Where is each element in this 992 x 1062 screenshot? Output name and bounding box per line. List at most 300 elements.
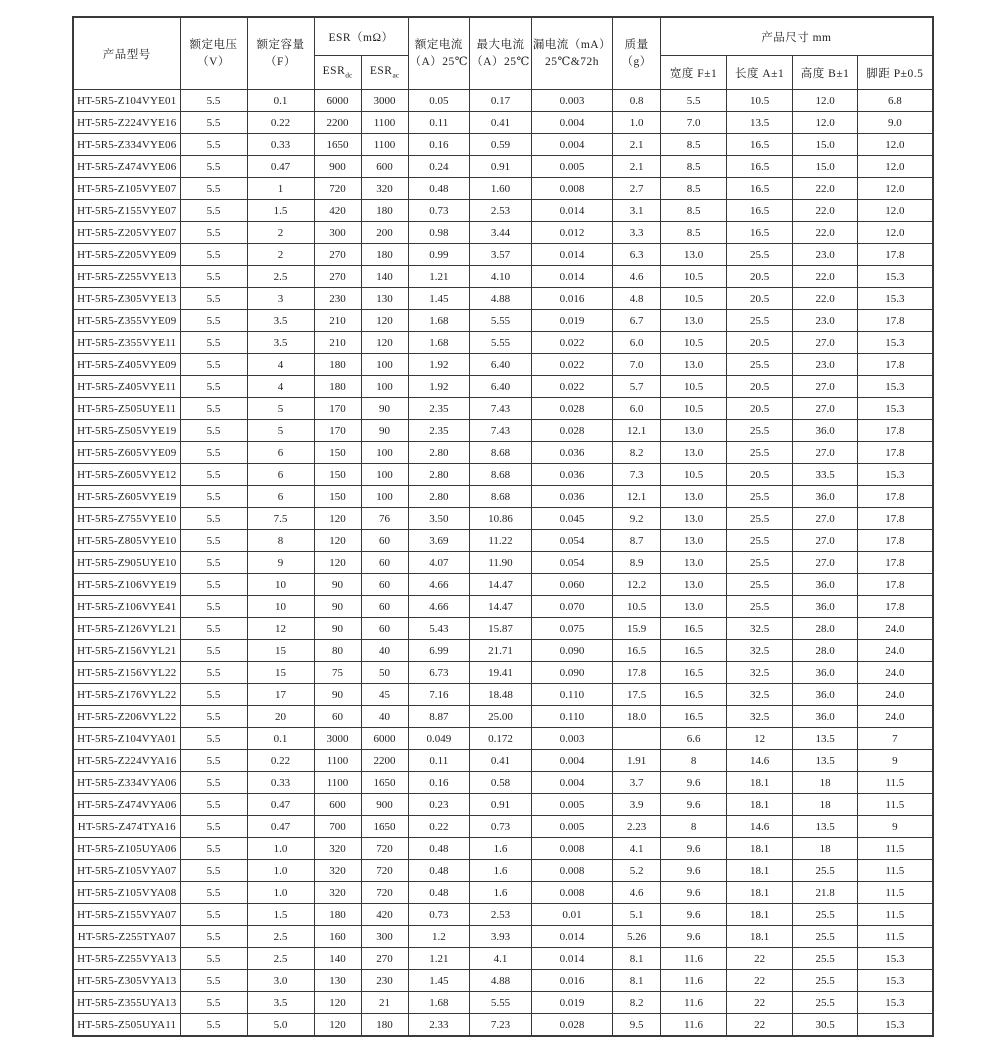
cell-dim_height: 27.0 [793,530,858,552]
cell-mass: 12.2 [613,574,661,596]
cell-mass: 8.1 [613,970,661,992]
cell-esr_ac: 40 [361,706,408,728]
cell-dim_pitch: 17.8 [858,354,933,376]
cell-model: HT-5R5-Z505UYA11 [73,1014,180,1037]
cell-leakage_current: 0.028 [531,420,612,442]
cell-mass: 10.5 [613,596,661,618]
cell-dim_pitch: 11.5 [858,794,933,816]
cell-esr_dc: 150 [314,464,361,486]
cell-esr_ac: 21 [361,992,408,1014]
cell-model: HT-5R5-Z255VYE13 [73,266,180,288]
cell-leakage_current: 0.090 [531,662,612,684]
cell-dim_length: 25.5 [727,552,793,574]
cell-rated_capacity: 1.0 [247,860,314,882]
cell-dim_length: 16.5 [727,134,793,156]
header-max-current-line2: （A）25℃ [471,55,530,68]
header-rated-voltage [180,17,247,90]
table-row [73,838,933,860]
cell-rated_voltage: 5.5 [180,464,247,486]
table-row [73,178,933,200]
table-row [73,640,933,662]
cell-rated_voltage: 5.5 [180,838,247,860]
cell-esr_dc: 120 [314,1014,361,1037]
cell-dim_width: 16.5 [661,706,727,728]
cell-mass: 8.1 [613,948,661,970]
table-row [73,926,933,948]
cell-dim_length: 22 [727,948,793,970]
cell-esr_dc: 180 [314,376,361,398]
cell-dim_height: 25.5 [793,970,858,992]
cell-dim_pitch: 15.3 [858,948,933,970]
cell-model: HT-5R5-Z505UYE11 [73,398,180,420]
cell-dim_length: 22 [727,992,793,1014]
cell-dim_height: 13.5 [793,816,858,838]
cell-dim_width: 11.6 [661,1014,727,1037]
table-row [73,354,933,376]
cell-dim_height: 25.5 [793,860,858,882]
cell-dim_width: 7.0 [661,112,727,134]
cell-esr_dc: 1100 [314,772,361,794]
cell-model: HT-5R5-Z156VYL21 [73,640,180,662]
cell-max_current: 0.91 [470,794,532,816]
cell-rated_capacity: 3.5 [247,992,314,1014]
cell-rated_capacity: 1.0 [247,838,314,860]
cell-esr_dc: 320 [314,838,361,860]
cell-dim_height: 15.0 [793,134,858,156]
cell-rated_capacity: 3 [247,288,314,310]
cell-rated_current: 0.05 [408,90,470,112]
cell-dim_width: 9.6 [661,926,727,948]
cell-dim_width: 10.5 [661,464,727,486]
cell-max_current: 1.6 [470,838,532,860]
cell-dim_width: 13.0 [661,310,727,332]
cell-dim_pitch: 24.0 [858,618,933,640]
cell-model: HT-5R5-Z126VYL21 [73,618,180,640]
cell-dim_width: 16.5 [661,662,727,684]
cell-dim_height: 25.5 [793,948,858,970]
cell-dim_length: 25.5 [727,596,793,618]
cell-esr_dc: 120 [314,530,361,552]
cell-dim_pitch: 17.8 [858,310,933,332]
cell-esr_ac: 1650 [361,772,408,794]
cell-esr_dc: 150 [314,442,361,464]
cell-rated_voltage: 5.5 [180,376,247,398]
cell-mass: 5.7 [613,376,661,398]
cell-max_current: 5.55 [470,992,532,1014]
cell-rated_current: 2.35 [408,420,470,442]
cell-dim_pitch: 15.3 [858,1014,933,1037]
cell-mass: 2.1 [613,134,661,156]
cell-dim_length: 32.5 [727,684,793,706]
cell-rated_current: 0.049 [408,728,470,750]
cell-dim_height: 36.0 [793,596,858,618]
cell-esr_dc: 90 [314,574,361,596]
cell-dim_width: 13.0 [661,244,727,266]
cell-dim_width: 8.5 [661,178,727,200]
cell-max_current: 6.40 [470,376,532,398]
cell-esr_dc: 210 [314,310,361,332]
cell-dim_height: 12.0 [793,112,858,134]
cell-max_current: 10.86 [470,508,532,530]
cell-rated_current: 0.99 [408,244,470,266]
cell-model: HT-5R5-Z305VYA13 [73,970,180,992]
cell-dim_width: 9.6 [661,772,727,794]
table-row [73,574,933,596]
table-row [73,376,933,398]
cell-rated_current: 0.48 [408,178,470,200]
cell-dim_width: 16.5 [661,640,727,662]
cell-dim_height: 25.5 [793,992,858,1014]
cell-dim_length: 25.5 [727,530,793,552]
cell-rated_current: 0.16 [408,772,470,794]
cell-rated_current: 4.66 [408,596,470,618]
cell-dim_length: 25.5 [727,354,793,376]
cell-dim_width: 10.5 [661,288,727,310]
header-esr-dc-base: ESR [322,65,346,78]
header-rated-capacity-line1: 额定容量 [256,38,305,51]
cell-dim_pitch: 17.8 [858,530,933,552]
cell-mass [613,728,661,750]
cell-dim_width: 9.6 [661,882,727,904]
cell-dim_pitch: 11.5 [858,838,933,860]
cell-dim_pitch: 12.0 [858,156,933,178]
cell-dim_pitch: 11.5 [858,904,933,926]
cell-dim_length: 20.5 [727,266,793,288]
cell-rated_capacity: 3.5 [247,332,314,354]
cell-dim_height: 28.0 [793,640,858,662]
cell-model: HT-5R5-Z155VYE07 [73,200,180,222]
cell-mass: 8.2 [613,992,661,1014]
cell-dim_width: 10.5 [661,398,727,420]
cell-rated_capacity: 7.5 [247,508,314,530]
table-row [73,486,933,508]
cell-dim_width: 13.0 [661,552,727,574]
table-body [73,90,933,1037]
cell-max_current: 1.6 [470,860,532,882]
header-rated-voltage-line1: 额定电压 [189,38,238,51]
table-row [73,596,933,618]
cell-esr_dc: 300 [314,222,361,244]
cell-dim_width: 8 [661,750,727,772]
cell-max_current: 4.88 [470,288,532,310]
cell-mass: 2.7 [613,178,661,200]
cell-esr_dc: 60 [314,706,361,728]
cell-max_current: 3.44 [470,222,532,244]
cell-dim_length: 18.1 [727,926,793,948]
cell-dim_height: 25.5 [793,904,858,926]
header-rated-capacity [247,17,314,90]
cell-leakage_current: 0.008 [531,838,612,860]
cell-dim_width: 5.5 [661,90,727,112]
cell-rated_capacity: 2 [247,244,314,266]
cell-model: HT-5R5-Z205VYE09 [73,244,180,266]
cell-esr_ac: 180 [361,200,408,222]
cell-dim_width: 10.5 [661,266,727,288]
cell-rated_current: 0.24 [408,156,470,178]
cell-model: HT-5R5-Z505VYE19 [73,420,180,442]
cell-dim_pitch: 15.3 [858,376,933,398]
cell-esr_dc: 720 [314,178,361,200]
cell-leakage_current: 0.014 [531,948,612,970]
cell-rated_voltage: 5.5 [180,618,247,640]
cell-rated_current: 1.68 [408,992,470,1014]
cell-dim_height: 36.0 [793,662,858,684]
cell-rated_current: 2.80 [408,464,470,486]
cell-esr_ac: 76 [361,508,408,530]
cell-rated_current: 1.92 [408,376,470,398]
cell-esr_ac: 270 [361,948,408,970]
table-row [73,552,933,574]
cell-max_current: 0.59 [470,134,532,156]
cell-esr_dc: 90 [314,684,361,706]
cell-rated_voltage: 5.5 [180,288,247,310]
cell-leakage_current: 0.036 [531,442,612,464]
cell-dim_length: 14.6 [727,750,793,772]
table-row [73,222,933,244]
cell-rated_voltage: 5.5 [180,948,247,970]
cell-rated_voltage: 5.5 [180,354,247,376]
cell-rated_capacity: 15 [247,640,314,662]
cell-rated_current: 0.23 [408,794,470,816]
cell-rated_current: 6.73 [408,662,470,684]
cell-rated_voltage: 5.5 [180,112,247,134]
table-row [73,266,933,288]
cell-model: HT-5R5-Z105UYA06 [73,838,180,860]
cell-dim_width: 10.5 [661,332,727,354]
cell-esr_ac: 60 [361,618,408,640]
cell-esr_ac: 230 [361,970,408,992]
cell-dim_pitch: 17.8 [858,596,933,618]
cell-dim_height: 33.5 [793,464,858,486]
cell-rated_voltage: 5.5 [180,508,247,530]
cell-dim_length: 18.1 [727,838,793,860]
cell-rated_current: 0.48 [408,860,470,882]
cell-dim_height: 18 [793,794,858,816]
table-row [73,948,933,970]
cell-esr_dc: 900 [314,156,361,178]
cell-rated_voltage: 5.5 [180,794,247,816]
cell-rated_capacity: 0.33 [247,772,314,794]
cell-leakage_current: 0.090 [531,640,612,662]
cell-rated_voltage: 5.5 [180,266,247,288]
cell-dim_length: 20.5 [727,464,793,486]
cell-esr_dc: 3000 [314,728,361,750]
cell-leakage_current: 0.005 [531,156,612,178]
table-row [73,904,933,926]
cell-leakage_current: 0.019 [531,310,612,332]
cell-dim_width: 8.5 [661,134,727,156]
cell-rated_current: 0.73 [408,200,470,222]
cell-rated_current: 4.07 [408,552,470,574]
cell-esr_dc: 210 [314,332,361,354]
cell-dim_height: 30.5 [793,1014,858,1037]
cell-max_current: 4.88 [470,970,532,992]
cell-dim_height: 12.0 [793,90,858,112]
cell-dim_height: 18 [793,838,858,860]
cell-rated_current: 1.92 [408,354,470,376]
cell-rated_voltage: 5.5 [180,904,247,926]
cell-dim_height: 36.0 [793,706,858,728]
header-rated-capacity-line2: （F） [265,55,296,68]
cell-mass: 3.3 [613,222,661,244]
cell-rated_current: 1.2 [408,926,470,948]
cell-dim_length: 25.5 [727,508,793,530]
cell-mass: 2.1 [613,156,661,178]
cell-model: HT-5R5-Z224VYE16 [73,112,180,134]
cell-leakage_current: 0.014 [531,200,612,222]
cell-leakage_current: 0.036 [531,486,612,508]
cell-max_current: 4.10 [470,266,532,288]
cell-model: HT-5R5-Z605VYE12 [73,464,180,486]
cell-dim_pitch: 17.8 [858,508,933,530]
cell-dim_pitch: 15.3 [858,398,933,420]
cell-leakage_current: 0.014 [531,244,612,266]
cell-max_current: 0.41 [470,112,532,134]
cell-esr_ac: 1100 [361,134,408,156]
cell-mass: 4.1 [613,838,661,860]
cell-esr_dc: 320 [314,860,361,882]
cell-max_current: 11.22 [470,530,532,552]
cell-dim_length: 25.5 [727,442,793,464]
table-row [73,750,933,772]
cell-leakage_current: 0.045 [531,508,612,530]
cell-esr_dc: 700 [314,816,361,838]
table-row [73,992,933,1014]
cell-rated_capacity: 1.5 [247,200,314,222]
cell-max_current: 0.73 [470,816,532,838]
cell-dim_height: 21.8 [793,882,858,904]
cell-esr_ac: 320 [361,178,408,200]
cell-dim_pitch: 7 [858,728,933,750]
header-product-model: 产品型号 [73,17,180,90]
cell-rated_current: 0.48 [408,838,470,860]
cell-rated_capacity: 4 [247,376,314,398]
table-row [73,90,933,112]
cell-rated_capacity: 9 [247,552,314,574]
cell-dim_length: 18.1 [727,882,793,904]
cell-esr_dc: 170 [314,398,361,420]
cell-dim_height: 36.0 [793,574,858,596]
cell-model: HT-5R5-Z355VYE09 [73,310,180,332]
cell-dim_height: 18 [793,772,858,794]
cell-max_current: 3.57 [470,244,532,266]
cell-dim_width: 13.0 [661,530,727,552]
cell-rated_capacity: 5 [247,398,314,420]
cell-esr_dc: 180 [314,354,361,376]
cell-dim_pitch: 17.8 [858,420,933,442]
header-dim-length: 长度 A±1 [727,56,793,90]
cell-mass: 8.2 [613,442,661,464]
cell-model: HT-5R5-Z106VYE41 [73,596,180,618]
table-row [73,1014,933,1037]
cell-dim_width: 13.0 [661,596,727,618]
cell-dim_height: 22.0 [793,222,858,244]
cell-esr_dc: 6000 [314,90,361,112]
cell-model: HT-5R5-Z104VYA01 [73,728,180,750]
cell-model: HT-5R5-Z405VYE11 [73,376,180,398]
cell-model: HT-5R5-Z334VYA06 [73,772,180,794]
cell-max_current: 14.47 [470,574,532,596]
table-row [73,728,933,750]
cell-max_current: 8.68 [470,464,532,486]
table-row [73,156,933,178]
cell-mass: 6.3 [613,244,661,266]
cell-mass: 4.6 [613,882,661,904]
cell-rated_voltage: 5.5 [180,486,247,508]
cell-esr_dc: 170 [314,420,361,442]
cell-rated_capacity: 12 [247,618,314,640]
table-row [73,662,933,684]
cell-dim_length: 13.5 [727,112,793,134]
cell-dim_pitch: 9 [858,750,933,772]
cell-rated_voltage: 5.5 [180,772,247,794]
table-row [73,310,933,332]
header-esr-dc [314,56,361,90]
cell-esr_dc: 180 [314,904,361,926]
cell-max_current: 15.87 [470,618,532,640]
cell-max_current: 5.55 [470,310,532,332]
cell-model: HT-5R5-Z105VYA08 [73,882,180,904]
header-dim-pitch: 脚距 P±0.5 [858,56,933,90]
cell-rated_current: 6.99 [408,640,470,662]
cell-esr_ac: 60 [361,530,408,552]
header-leakage-current-line1: 漏电流（mA） [532,38,612,51]
table-row [73,112,933,134]
cell-model: HT-5R5-Z355UYA13 [73,992,180,1014]
cell-dim_height: 28.0 [793,618,858,640]
cell-rated_capacity: 17 [247,684,314,706]
cell-leakage_current: 0.110 [531,684,612,706]
cell-dim_width: 8.5 [661,222,727,244]
cell-mass: 4.8 [613,288,661,310]
cell-esr_ac: 50 [361,662,408,684]
cell-rated_voltage: 5.5 [180,552,247,574]
cell-dim_length: 20.5 [727,332,793,354]
cell-esr_ac: 60 [361,574,408,596]
cell-mass: 5.26 [613,926,661,948]
cell-rated_current: 0.48 [408,882,470,904]
cell-leakage_current: 0.008 [531,882,612,904]
cell-dim_length: 25.5 [727,420,793,442]
cell-dim_pitch: 11.5 [858,926,933,948]
cell-esr_ac: 6000 [361,728,408,750]
cell-model: HT-5R5-Z105VYA07 [73,860,180,882]
cell-dim_pitch: 24.0 [858,684,933,706]
cell-model: HT-5R5-Z805VYE10 [73,530,180,552]
cell-esr_dc: 420 [314,200,361,222]
cell-rated_current: 2.80 [408,442,470,464]
cell-rated_capacity: 1 [247,178,314,200]
cell-rated_voltage: 5.5 [180,970,247,992]
cell-esr_dc: 130 [314,970,361,992]
cell-rated_capacity: 0.22 [247,750,314,772]
cell-model: HT-5R5-Z255TYA07 [73,926,180,948]
table-row [73,882,933,904]
cell-dim_pitch: 15.3 [858,970,933,992]
header-esr-group: ESR（mΩ） [314,17,408,56]
cell-mass: 16.5 [613,640,661,662]
cell-max_current: 7.23 [470,1014,532,1037]
cell-dim_pitch: 17.8 [858,486,933,508]
cell-rated_capacity: 6 [247,442,314,464]
cell-max_current: 2.53 [470,200,532,222]
cell-model: HT-5R5-Z355VYE11 [73,332,180,354]
cell-rated_capacity: 20 [247,706,314,728]
cell-esr_dc: 320 [314,882,361,904]
cell-max_current: 1.60 [470,178,532,200]
cell-mass: 3.9 [613,794,661,816]
cell-dim_pitch: 9.0 [858,112,933,134]
